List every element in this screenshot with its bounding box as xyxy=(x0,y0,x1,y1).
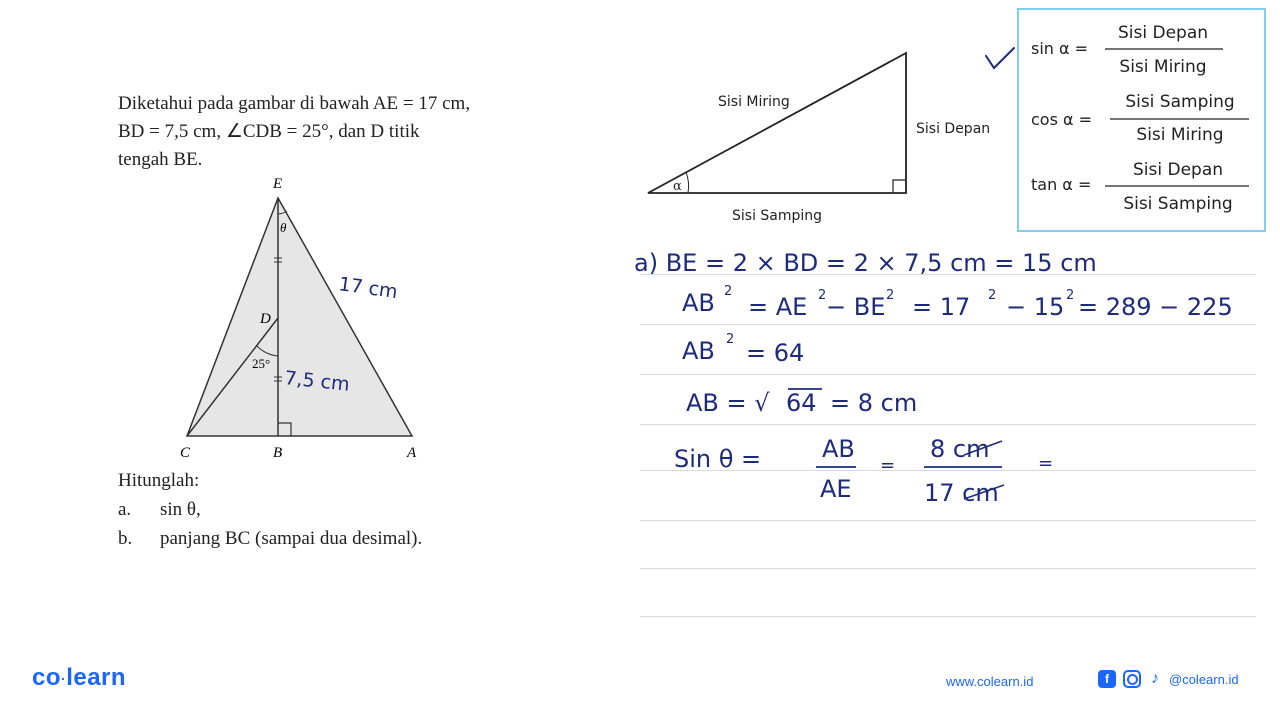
triangle-figure xyxy=(170,170,440,465)
sin-denominator: Sisi Miring xyxy=(1119,57,1207,77)
solution-l2-sq1: 2 xyxy=(724,284,733,299)
question-a-text: sin θ, xyxy=(160,499,201,520)
handwritten-solution xyxy=(630,235,1270,530)
solution-l4-result: = 8 cm xyxy=(830,389,918,417)
brand-logo-part-2: learn xyxy=(66,664,127,691)
tiktok-icon[interactable]: ♪ xyxy=(1151,670,1159,687)
solution-l2-15: − 15 xyxy=(1006,293,1065,321)
ref-triangle-shape xyxy=(648,53,906,193)
solution-l3-result: = 64 xyxy=(746,339,805,367)
ref-opp-label: Sisi Depan xyxy=(916,121,991,137)
solution-l3-sq: 2 xyxy=(726,332,735,347)
solution-l5-den2: 17 cm xyxy=(924,479,999,507)
solution-l2-sq4: 2 xyxy=(988,288,997,303)
problem-line-3: tengah BE. xyxy=(118,149,203,170)
angle-theta-label: θ xyxy=(280,220,287,235)
solution-l2-ae: = AE xyxy=(748,293,808,321)
vertex-d: D xyxy=(260,311,271,327)
solution-l3-ab: AB xyxy=(682,337,715,365)
brand-logo-part-1: co xyxy=(32,664,62,691)
solution-l5-eq: = xyxy=(880,455,896,476)
solution-l2-sq3: 2 xyxy=(886,288,895,303)
solution-l5-num: AB xyxy=(822,435,855,463)
check-icon xyxy=(984,46,1016,72)
questions-heading: Hitunglah: xyxy=(118,470,200,491)
ref-adj-label: Sisi Samping xyxy=(732,208,823,224)
solution-l2-be: − BE xyxy=(826,293,886,321)
solution-l2-sq2: 2 xyxy=(818,288,827,303)
solution-l2-sq5: 2 xyxy=(1066,288,1075,303)
solution-l5-den: AE xyxy=(820,475,852,503)
solution-l4-radicand: 64 xyxy=(786,389,817,417)
ref-alpha-label: α xyxy=(673,179,682,194)
formula-content xyxy=(1017,8,1266,232)
ref-hyp-label: Sisi Miring xyxy=(718,94,790,110)
vertex-c: C xyxy=(180,445,191,461)
vertex-a: A xyxy=(407,445,417,461)
triangle-ace xyxy=(187,198,412,436)
tan-lhs: tan α = xyxy=(1031,175,1092,194)
website-link[interactable]: www.colearn.id xyxy=(946,674,1034,689)
handwritten-bd: 7,5 cm xyxy=(283,367,351,396)
question-a-label: a. xyxy=(118,499,132,520)
solution-line-1: a) BE = 2 × BD = 2 × 7,5 cm = 15 cm xyxy=(634,249,1097,277)
tan-numerator: Sisi Depan xyxy=(1132,160,1224,180)
tan-denominator: Sisi Samping xyxy=(1123,194,1233,214)
instagram-icon[interactable] xyxy=(1123,670,1141,688)
solution-l5-sin: Sin θ = xyxy=(674,445,762,473)
social-handle[interactable]: @colearn.id xyxy=(1169,671,1239,687)
ruled-line xyxy=(640,568,1256,569)
questions xyxy=(118,466,422,553)
handwritten-ae: 17 cm xyxy=(337,273,399,304)
ruled-line xyxy=(640,616,1256,617)
cos-lhs: cos α = xyxy=(1031,110,1093,129)
solution-l2-result: = 289 − 225 xyxy=(1078,293,1233,321)
problem-line-1: Diketahui pada gambar di bawah AE = 17 cm, xyxy=(118,93,471,114)
social-links xyxy=(1098,670,1239,688)
sin-numerator: Sisi Depan xyxy=(1117,23,1209,43)
reference-triangle xyxy=(640,45,1010,230)
solution-l2-ab: AB xyxy=(682,289,715,317)
sin-lhs: sin α = xyxy=(1031,39,1089,58)
ref-right-angle xyxy=(893,180,906,193)
question-b-text: panjang BC (sampai dua desimal). xyxy=(160,528,423,549)
facebook-icon[interactable]: f xyxy=(1098,670,1116,688)
solution-l2-17: = 17 xyxy=(912,293,971,321)
cos-denominator: Sisi Miring xyxy=(1136,125,1224,145)
solution-l4-ab: AB = √ xyxy=(686,389,770,417)
vertex-b: B xyxy=(273,445,283,461)
brand-logo[interactable] xyxy=(32,664,126,692)
question-a xyxy=(118,495,422,524)
solution-l5-tail: = xyxy=(1038,453,1054,474)
angle-25-label: 25° xyxy=(252,356,271,371)
solution-l5-num2: 8 cm xyxy=(930,435,990,463)
question-b xyxy=(118,524,422,553)
question-b-label: b. xyxy=(118,528,133,549)
cos-numerator: Sisi Samping xyxy=(1125,92,1235,112)
problem-statement xyxy=(118,90,528,174)
ref-alpha-arc xyxy=(686,172,689,193)
brand-dot-icon: · xyxy=(61,670,67,687)
problem-line-2: BD = 7,5 cm, ∠CDB = 25°, dan D titik xyxy=(118,121,420,142)
vertex-e: E xyxy=(273,176,283,192)
